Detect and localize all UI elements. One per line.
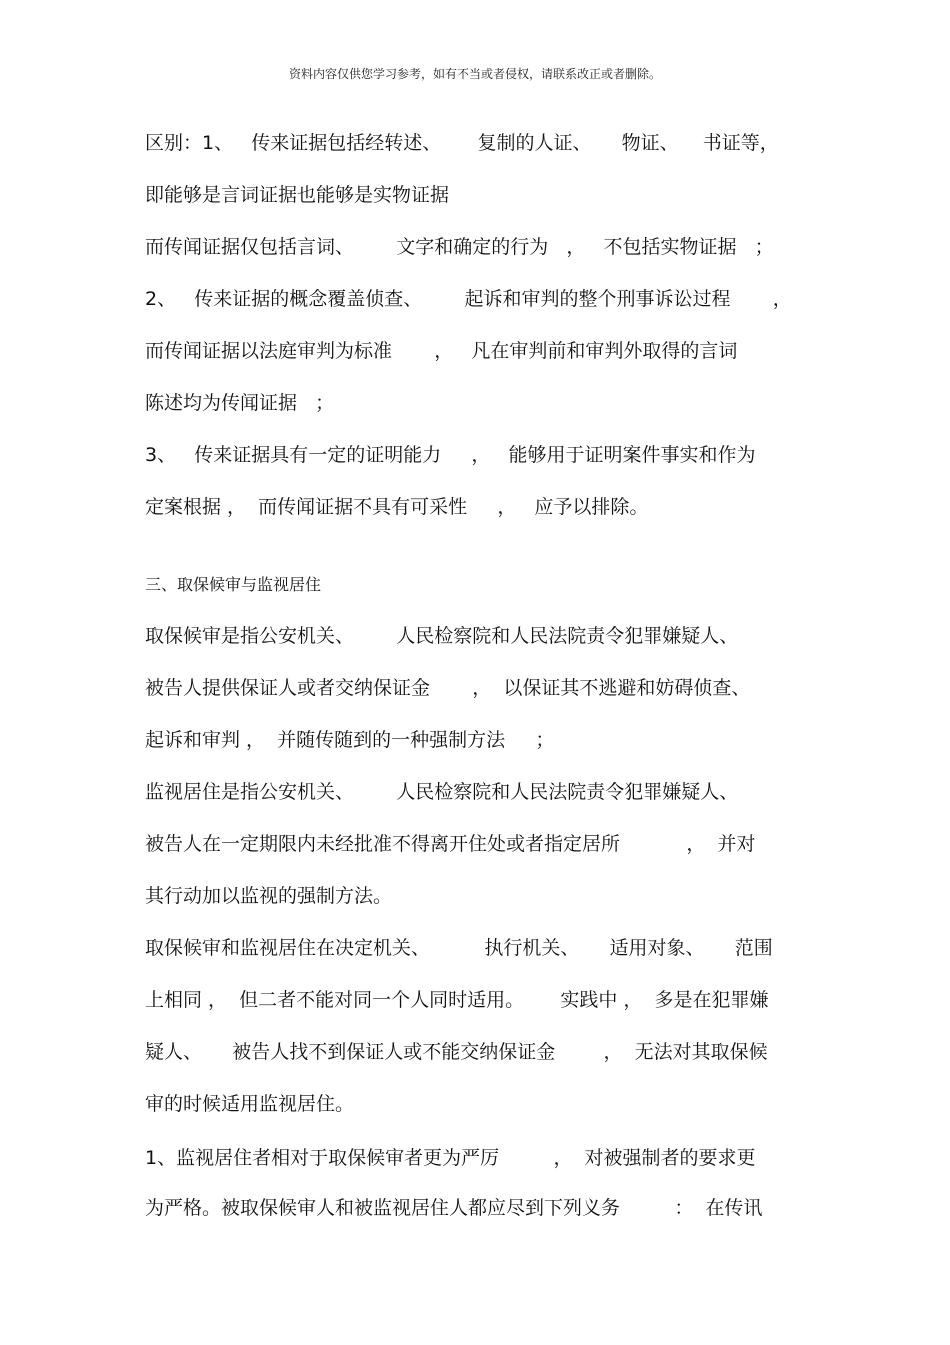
section-heading: 三、取保候审与监视居住 — [145, 575, 322, 594]
text-line: 被告人提供保证人或者交纳保证金 ， 以保证其不逃避和妨碍侦查、 — [145, 677, 751, 699]
text-line: 被告人在一定期限内未经批准不得离开住处或者指定居所 ， 并对 — [145, 833, 756, 855]
text-line: 2、 传来证据的概念覆盖侦查、 起诉和审判的整个刑事诉讼过程 ， — [145, 288, 792, 310]
text-line: 审的时候适用监视居住。 — [145, 1093, 355, 1115]
text-line: 其行动加以监视的强制方法。 — [145, 885, 393, 907]
text-line: 取保候审和监视居住在决定机关、 执行机关、 适用对象、 范围 — [145, 937, 773, 959]
text-line: 起诉和审判 ， 并随传随到的一种强制方法 ； — [145, 729, 555, 751]
text-line: 监视居住是指公安机关、 人民检察院和人民法院责令犯罪嫌疑人、 — [145, 781, 739, 803]
page-header-notice: 资料内容仅供您学习参考，如有不当或者侵权，请联系改正或者删除。 — [288, 67, 661, 81]
text-line: 1、监视居住者相对于取保候审者更为严厉 ， 对被强制者的要求更 — [145, 1147, 756, 1169]
text-line: 区别：1、 传来证据包括经转述、 复制的人证、 物证、 书证等， — [145, 132, 779, 154]
text-line: 而传闻证据仅包括言词、 文字和确定的行为 ， 不包括实物证据 ； — [145, 236, 774, 258]
text-line: 定案根据 ， 而传闻证据不具有可采性 ， 应予以排除。 — [145, 496, 649, 518]
text-line: 为严格。被取保候审人和被监视居住人都应尽到下列义务 ： 在传讯 — [145, 1197, 763, 1219]
text-line: 疑人、 被告人找不到保证人或不能交纳保证金 ， 无法对其取保候 — [145, 1041, 768, 1063]
text-line: 即能够是言词证据也能够是实物证据 — [145, 184, 450, 206]
text-line: 3、 传来证据具有一定的证明能力 ， 能够用于证明案件事实和作为 — [145, 444, 756, 466]
text-line: 取保候审是指公安机关、 人民检察院和人民法院责令犯罪嫌疑人、 — [145, 625, 739, 647]
text-line: 而传闻证据以法庭审判为标准 ， 凡在审判前和审判外取得的言词 — [145, 340, 738, 362]
text-line: 上相同 ， 但二者不能对同一个人同时适用。 实践中 ， 多是在犯罪嫌 — [145, 989, 769, 1011]
text-line: 陈述均为传闻证据 ； — [145, 392, 335, 414]
